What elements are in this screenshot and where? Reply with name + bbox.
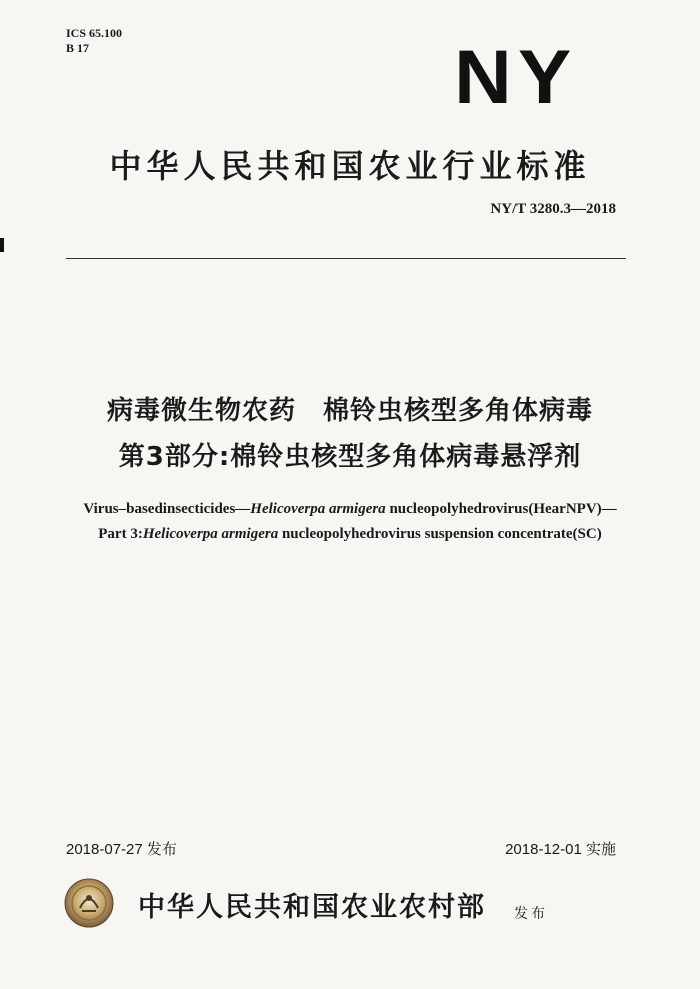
classification-codes: [66, 26, 122, 56]
title-cn-line2: 第3部分:棉铃虫核型多角体病毒悬浮剂: [118, 442, 582, 472]
title-en-line2-c: nucleopolyhedrovirus suspension concentrate(SC): [278, 526, 602, 542]
title-en-line2-species: Helicoverpa armigera: [142, 526, 279, 542]
title-en-line1-a: Virus–basedinsecticides—: [83, 501, 251, 517]
header-divider: [66, 258, 626, 259]
title-en-line1: [40, 497, 660, 522]
title-en-line1-c: nucleopolyhedrovirus(HearNPV)—: [385, 501, 617, 517]
issue-date: 2018-07-27 发布: [66, 841, 177, 858]
publish-label: 发布: [514, 906, 548, 922]
implementation-date: 2018-12-01 实施: [505, 841, 616, 858]
standard-number: NY/T 3280.3—2018: [490, 201, 616, 217]
title-en-line2: [40, 522, 660, 547]
standard-category-title: 中华人民共和国农业行业标准: [109, 147, 591, 185]
title-en: [40, 497, 660, 547]
publisher-name: 中华人民共和国农业农村部: [138, 892, 486, 923]
ny-logo: NY: [454, 35, 578, 120]
scan-edge-mark: [0, 238, 4, 252]
ics-code: ICS 65.100: [66, 26, 123, 40]
title-en-line1-species: Helicoverpa armigera: [250, 501, 386, 517]
title-cn-line1: 病毒微生物农药 棉铃虫核型多角体病毒: [106, 396, 593, 426]
ccs-code: B 17: [66, 41, 90, 55]
title-en-line2-a: Part 3:: [98, 526, 143, 542]
ministry-emblem-icon: [64, 878, 114, 928]
